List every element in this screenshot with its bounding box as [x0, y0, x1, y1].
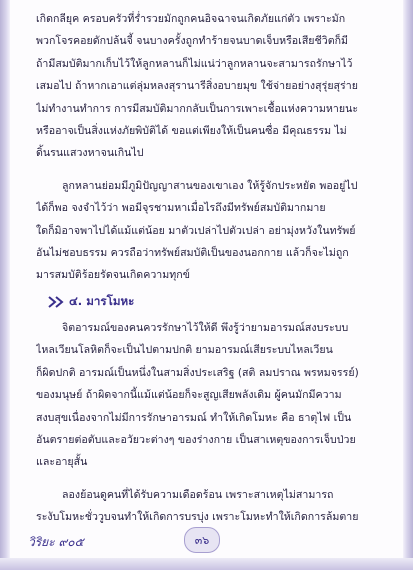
body-line: ไม่ทำงานทำการ การมีสมบัติมากกลับเป็นการเพาะเชื้อแห่งความหายนะ: [36, 102, 359, 115]
double-chevron-icon: [48, 296, 66, 308]
page-border-left: [0, 0, 10, 570]
body-line: ก็ผิดปกติ อารมณ์เป็นหนึ่งในสามสิ่งประเสริฐ (สติ ลมปราณ พรหมจรรย์): [36, 366, 359, 379]
body-line: หรืออาจเป็นสิ่งแห่งภัยพิบัติได้ ขอแต่เพียงให้เป็นคนซื่อ มีคุณธรรม ไม่: [36, 125, 347, 138]
body-line: ได้ก็พอ จงจำไว้ว่า พอมีจุรชามหาเมื่อไรถึงมีทรัพย์สมบัติมากมาย: [36, 202, 326, 215]
section-heading: [36, 289, 384, 315]
body-line: มารสมบัติร้อยรัดจนเกิดความทุกข์: [36, 269, 190, 282]
body-line: สงบสุขเนื่องจากไม่มีการรักษาอารมณ์ ทำให้เกิดโมหะ คือ ธาตุไฟ เป็น: [36, 411, 352, 424]
body-line: ลูกหลานย่อมมีภูมิปัญญาสานของเขาเอง ให้รู้จักประหยัด พออยู่ไป: [62, 179, 358, 192]
paragraph-gap: [36, 165, 384, 175]
book-footer-label: วิริยะ ๙๐๕: [28, 535, 84, 549]
body-line: และอายุสั้น: [36, 456, 88, 469]
page-border-right: [403, 0, 413, 570]
body-text: [36, 8, 384, 529]
body-line: เกิดกลียุค ครอบครัวที่ร่ำรวยมักถูกคนอิจฉาจนเกิดภัยแก่ตัว เพราะมัก: [36, 13, 346, 25]
body-line: ใดก็มิอาจพาไปได้แม้แต่น้อย มาตัวเปล่าไปตัวเปล่า อย่ามุ่งหวังในทรัพย์: [36, 224, 356, 237]
body-line: ลองย้อนดูคนที่ได้รับความเดือดร้อน เพราะสาเหตุไม่สามารถ: [62, 488, 334, 501]
body-line: อันตรายต่อตับและอวัยวะต่างๆ ของร่างกาย เป็นสาเหตุของการเจ็บป่วย: [36, 433, 356, 446]
body-line: พวกโจรคอยดักปล้นจี้ จนบางครั้งถูกทำร้ายจนบาดเจ็บหรือเสียชีวิตก็มี: [36, 35, 349, 48]
body-line: ระงับโมหะชั่ววูบจนทำให้เกิดการบรบุ่ง เพราะโมหะทำให้เกิดการล้มตาย: [36, 511, 359, 524]
body-line: จิตอารมณ์ของคนควรรักษาไว้ให้ดี พึงรู้ว่ายามอารมณ์สงบระบบ: [62, 321, 349, 334]
body-line: ของมนุษย์ ถ้าผิดจากนี้แม้แต่น้อยก็จะสูญเสียพลังเดิม ผู้คนมักมีความ: [36, 389, 342, 402]
page-number: ๓๖: [194, 534, 210, 547]
body-line: ถ้ามีสมบัติมากเก็บไว้ให้ลูกหลานก็ไม่แน่ว่าลูกหลานจะสามารถรักษาไว้: [36, 57, 353, 70]
body-line: เสมอไป ถ้าหากเอาแต่ลุ่มหลงสุรานารีสิ่งอบายมุข ใช้จ่ายอย่างสุรุ่ยสุร่าย: [36, 80, 358, 93]
body-line: ดิ้นรนแสวงหาจนเกินไป: [36, 147, 144, 160]
body-line: อันไม่ชอบธรรม ควรถือว่าทรัพย์สมบัติเป็นของนอกกาย แล้วก็จะไม่ถูก: [36, 247, 349, 260]
paragraph-gap: [36, 474, 384, 484]
page-number-badge: [184, 527, 220, 553]
section-heading-text: ๔. มารโมหะ: [69, 293, 135, 308]
body-line: ไหลเวียนโลหิตก็จะเป็นไปตามปกติ ยามอารมณ์เสียระบบไหลเวียน: [36, 344, 333, 357]
page-border-bottom: [0, 558, 413, 570]
